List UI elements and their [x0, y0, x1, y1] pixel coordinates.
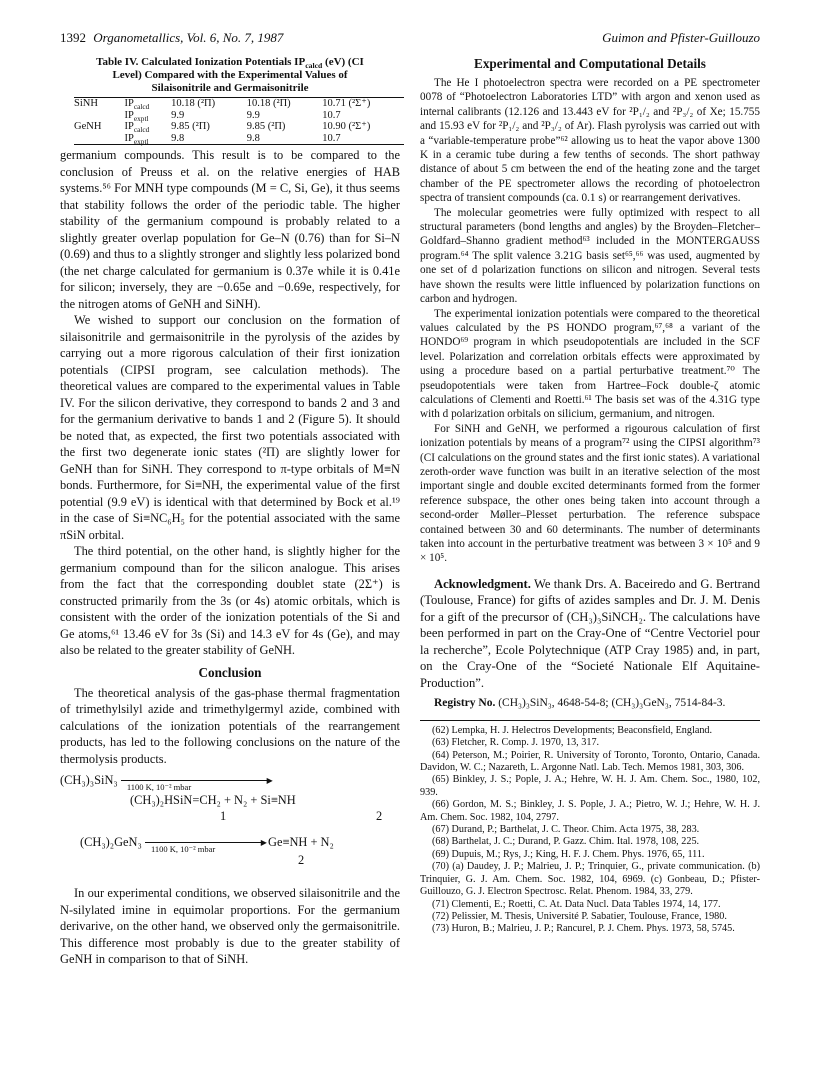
table-cell-type: IP [124, 109, 134, 121]
table-iv-caption [60, 56, 400, 95]
products-1: (CH₃)₂HSiN=CH₂ + N₂ + Si≡NH [130, 793, 296, 807]
experimental-heading: Experimental and Computational Details [474, 56, 706, 71]
experimental-paragraph: The experimental ionization potentials were compared to the theoretical values calculated by the PS HONDO program,⁶⁷,⁶⁸ a variant of the HONDO⁶⁹ program in which pseudopotentials are included in the SCF level. Polarization and correlation orbitals effects were approximated by using a procedure based on a partial perturbative treatment.⁷⁰ The pseudopotentials were taken from Hartree–Fock double-ζ atomic calculations of Clementi and Roetti.⁶¹ The basis set was of the 4.31G type with d polarization orbitals on silicium, germanium, and nitrogen. [420, 307, 760, 421]
arrow-head-icon: ▶ [266, 776, 273, 786]
experimental-paragraph: The molecular geometries were fully optimized with respect to all structural parameters (bond lengths and angles) by the Broyden–Fletcher–Goldfard–Shanno gradient method⁶³ included in the MONTERGAUSS program.⁶⁴ The split valence 3.21G basis set⁶⁵,⁶⁶ was used, augmented by one set of d polarization functions on silicon and nitrogen. Several tests have shown the results were little influenced by polarization functions on carbon and hydrogen. [420, 206, 760, 306]
reference-item: (69) Dupuis, M.; Rys, J.; King, H. F. J. Chem. Phys. 1976, 65, 111. [432, 848, 705, 860]
acknowledgment-section [420, 576, 760, 712]
table-cell: 9.85 (²Π) [246, 121, 286, 132]
page-number: 1392 [60, 30, 86, 45]
table-cell [74, 133, 125, 145]
reactant-2: (CH₃)₂GeN₃ [80, 835, 142, 849]
arrow-line [145, 842, 265, 843]
table-cell: SiNH [74, 98, 98, 109]
table-cell: 9.85 (²Π) [171, 121, 210, 132]
table-cell [125, 98, 172, 110]
table-cell: 9.9 [171, 109, 185, 121]
body-paragraph: We wished to support our conclusion on the formation of silaisonitrile and germaisonitrile in the pyrolysis of the azides by carrying out a more rigorous calculation of their first ionization potentials (CIPSI program, see calculation methods). The theoretical values are compared to the experimental values in Table IV. For the silicon derivative, they correspond to bands 2 and 3 and for the germanium derivative to bands 1 and 2 (Figure 5). It should be noted that, as expected, the first two potentials associated with the first two degenerate ionic states (²Π) are slightly lower for GeNH than for SiNH. They correspond to π-type orbitals of M≡N bonds. Furthermore, for Si≡NH, the experimental value of the first potential (9.9 eV) is identical with that determined by Bock et al.¹⁹ in the case of Si≡NC₆H₅ for the potential associated with the same πSiN orbital. [60, 313, 400, 542]
reference-item: (72) Pelissier, M. Thesis, Université P. Sabatier, Toulouse, France, 1980. [432, 910, 727, 922]
references-list [420, 720, 760, 936]
table-row [74, 98, 404, 110]
journal-citation: Organometallics, Vol. 6, No. 7, 1987 [93, 30, 284, 45]
table-cell: 10.7 [322, 109, 341, 121]
arrow-line [121, 780, 271, 781]
table-row [74, 121, 404, 133]
reaction-scheme [60, 773, 400, 877]
reference-item: (68) Barthelat, J. C.; Durand, P. Gazz. Chim. Ital. 1978, 108, 225. [432, 836, 700, 848]
body-paragraph: germanium compounds. This result is to be compared to the conclusion of Preuss et al. on the relative energies of HAB systems.⁵⁶ For MNH type compounds (M = C, Si, Ge), it thus seems that stability follows the order of the periodic table. The higher stability of the germanium compound is probably related to a slightly greater overlap population for Ge–N (0.76) than for Si–N (0.69) and thus to a slightly stronger and slightly less polarized bond (the net charge calculated for germanium is 0.37e while it is 0.41e for silicon; inversely, they are −0.65e and −0.69e, respectively, for the nitrogen atoms of GeNH and SiNH). [60, 148, 401, 311]
reference-item: (62) Lempka, H. J. Helectros Developments; Beaconsfield, England. [432, 724, 713, 736]
compound-number-2b: 2 [298, 853, 305, 867]
acknowledgment-title: Acknowledgment. [434, 576, 531, 591]
experimental-paragraph: The He I photoelectron spectra were recorded on a PE spectrometer 0078 of “Photoelectron Laboratories LTD” with argon and xenon used as internal calibrants (12.126 and 13.443 eV for ²P₁/₂ and ²P₃/₂ of Xe; 15.755 and 15.93 eV for ²P₁/₂ and ²P₃/₂ of Ar). Flash pyrolysis was carried out with a “variable-temperature probe”⁶² allowing us to heat the vapor above 1300 K in a ceramic tube during a few tenths of seconds. The short pathway distance of about 5 cm between the end of the heating zone and the target chamber of the PE spectrometer allows the recording of photoelectron spectra of transient compounds (ca. 0.1 s) or rearrangement derivatives. [420, 77, 760, 205]
table-cell: 10.90 (²Σ⁺) [322, 121, 371, 132]
scheme-row-2 [80, 835, 334, 855]
products-2: Ge≡NH + N₂ [268, 835, 334, 849]
reference-item: (63) Fletcher, R. Comp. J. 1970, 13, 317. [432, 737, 600, 749]
reference-item: (64) Peterson, M.; Poirier, R. University of Toronto, Toronto, Ontario, Canada. Davidon, W. C.; Nazareth, L. Argonne Natl. Lab. Tech. Memos 1981, 303, 306. [420, 749, 760, 774]
compound-number-1: 1 [220, 809, 227, 823]
table-cell: 10.18 (²Π) [171, 98, 216, 109]
reference-item: (71) Clementi, E.; Roetti, C. At. Data Nucl. Data Tables 1974, 14, 177. [432, 898, 721, 910]
table-cell-type: IP [124, 98, 134, 109]
table-cell-sub: exptl [133, 113, 149, 123]
scheme-row-1 [60, 773, 273, 793]
table-caption-line1: Table IV. Calculated Ionization Potentials IP [96, 56, 306, 68]
table-cell: 9.9 [246, 109, 260, 121]
table-cell [125, 133, 172, 145]
table-caption-line1b: (eV) (CI [322, 56, 364, 68]
reference-item: (67) Durand, P.; Barthelat, J. C. Theor. Chim. Acta 1975, 38, 283. [432, 824, 700, 836]
table-cell-type: IP [124, 132, 134, 144]
experimental-paragraph: For SiNH and GeNH, we performed a rigourous calculation of first ionization potentials by means of a program⁷² using the CIPSI algorithm⁷³ (CI calculations on the ground states and the first ionic states). A variational zeroth-order wave function was built in an iterative selection of the most important single and double excited determinants formed from the former reference subspace, the other ones being taken into account through a second-order Møller–Plesset perturbation. The reference subspace contained between 30 and 60 determinants. The number of determinants taken into account in the perturbative treatment was between 3 × 10⁵ and 9 × 10⁵. [420, 422, 760, 565]
experimental-section [420, 76, 760, 566]
reactant-1: (CH₃)₃SiN₃ [60, 773, 118, 787]
page-header [60, 30, 760, 46]
arrow-head-icon: ▶ [260, 838, 267, 848]
table-cell: 10.18 (²Π) [246, 98, 291, 109]
body-paragraph: The third potential, on the other hand, is slightly higher for the germanium compound than for the silicon analogue. This arises from the fact that the corresponding doublet state (2Σ⁺) is constructed primarily from the 3s (or 4s) atomic orbitals, which is consistent with the order of the ionization potentials of the Si and Ge atoms,⁶¹ 13.46 eV for 3s (Si) and 14.3 eV for 4s (Ge), and may also be related to the greater stability of GeNH. [60, 544, 400, 657]
table-caption-line3: Silaisonitrile and Germaisonitrile [151, 82, 309, 94]
table-cell [125, 121, 172, 133]
table-cell: 9.8 [171, 132, 185, 144]
registry-title: Registry No. [434, 697, 496, 710]
table-cell: GeNH [74, 121, 102, 132]
left-column [60, 56, 400, 968]
conclusion-heading: Conclusion [198, 664, 262, 680]
table-row [74, 110, 404, 122]
registry-text: (CH₃)₃SiN₃, 4648-54-8; (CH₃)₃GeN₃, 7514-84-3. [495, 697, 726, 710]
reaction-arrow-2 [145, 836, 267, 855]
reaction-arrow-1 [121, 774, 273, 793]
table-cell: 9.8 [246, 132, 260, 144]
table-cell-sub: exptl [133, 136, 149, 146]
acknowledgment-text: We thank Drs. A. Baceiredo and G. Bertrand (Toulouse, France) for gifts of azides samples and Dr. J. M. Denis for a gift of the precursor of (CH₃)₃SiNCH₂. The calculations have been performed in part on the Cray-One of “Centre Vectoriel pour la recherche”, Ecole Polytechnique (ATP Cray 1985) and, in part, on the Cray-One of the “Societé Nationale Elf Aquitaine-Production”. [420, 576, 760, 690]
table-cell-type: IP [124, 121, 134, 132]
reference-item: (65) Binkley, J. S.; Pople, J. A.; Hehre, W. H. J. Am. Chem. Soc., 1980, 102, 939. [420, 774, 760, 798]
table-caption-line2: Level) Compared with the Experimental Values of [112, 69, 348, 81]
table-cell: 10.71 (²Σ⁺) [322, 98, 371, 109]
table-cell [74, 110, 125, 122]
table-cell-sub: calcd [133, 125, 150, 135]
reaction-conditions-1: 1100 K, 10⁻² mbar [126, 782, 192, 793]
table-caption-sub: calcd [305, 61, 323, 71]
table-cell: 10.7 [322, 132, 341, 144]
conclusion-paragraph: In our experimental conditions, we observed silaisonitrile and the N-silylated imine in equimolar proportions. For the germanium derivarive, on the other hand, we observed only the germaisonitrile. This difference most probably is due to the greater stability of GeNH in comparison to that of SiNH. [60, 886, 400, 966]
table-row [74, 133, 404, 145]
table-iv [74, 97, 404, 145]
reaction-conditions-2: 1100 K, 10⁻² mbar [150, 844, 216, 855]
right-column [420, 56, 760, 936]
compound-number-2: 2 [376, 809, 383, 823]
reference-item: (66) Gordon, M. S.; Binkley, J. S. Pople, J. A.; Pietro, W. J.; Hehre, W. H. J. Am. Chem. Soc. 1982, 104, 2797. [420, 799, 760, 823]
table-cell-sub: calcd [133, 102, 150, 112]
reference-item: (70) (a) Daudey, J. P.; Malrieu, J. P.; Trinquier, G., private communication. (b) Trinquier, G. J. Am. Chem. Soc. 1982, 104, 6969. (c) Gonbeau, D.; Pfister-Guillouzo, G. J. Electron Spectrosc. Relat. Phenom. 1984, 33, 279. [420, 861, 760, 898]
reference-item: (73) Huron, B.; Malrieu, J. P.; Rancurel, P. J. Chem. Phys. 1973, 58, 5745. [432, 923, 735, 935]
conclusion-paragraph: The theoretical analysis of the gas-phase thermal fragmentation of trimethylsilyl azide and trimethylgermyl azide, combined with calculations of the ionization potentials of the rearrangement products, has led to the following conclusions on the nature of the thermolysis products. [60, 685, 400, 766]
table-cell [125, 110, 172, 122]
running-authors: Guimon and Pfister-Guillouzo [602, 30, 760, 45]
